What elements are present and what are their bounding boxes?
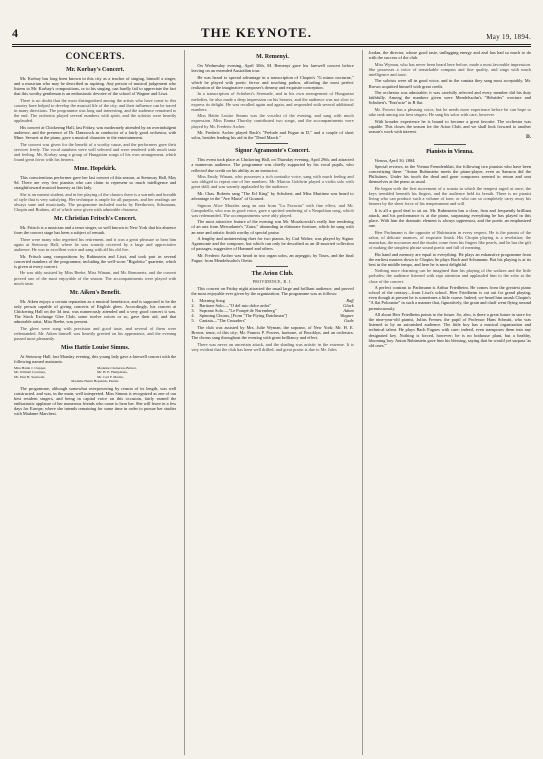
assistant-name: Mr. H. E. Humphries, [97, 370, 128, 375]
article-paragraph: The most attractive feature of the evening was Mr. Moszkowski's really fine rendering of an aria from Mercadante's "Zaira," abounding in elaborate fioriture, which he sang with an ease and artistic finish worthy of special praise. [191, 219, 354, 235]
article-paragraph: Mr. Frederic Archer played Bach's "Prelude and Fugue in D," and a couple of short solos, besides lending his aid in the "Dead March." [191, 130, 354, 141]
article-paragraph: Miss Hattie Louise Simms was the vocalist of the evening, and sang with much expression. Miss Emma Thursby contributed two songs, and the accompaniments were played by Mr. Frederic Archer. [191, 113, 354, 129]
assistant-name: Mr. William Courtney, [14, 370, 46, 375]
article-columns [14, 50, 531, 755]
article-paragraph: It is all a good deal to sit on. Mr. Rubinstein has a clear, firm and frequently brilliant attack, and his performance is at the piano, surpassing everything he has played in this place. With him the dramatic element is always uppermost, and the poetic an emphasized one. [368, 207, 531, 229]
author-signature: D. [526, 135, 531, 141]
article-heading-remenyi: M. Remenyi. [256, 54, 289, 60]
article-paragraph: Nothing more charming can be imagined than his playing of the waltzes and the little preludes; the audience listened with rapt attention and applauded him to the echo at the close of the concert. [368, 268, 531, 284]
article-heading-hopekirk: Mme. Hopekirk. [73, 166, 117, 172]
article-paragraph: She is an earnest student, and in her playing of the classics there is a warmth and breadth of style that is very satisfying. Her technique is ample for all purposes, and her readings are always sane and musicianly. The programme included works by Beethoven, Schumann, Chopin and Brahms, all of which were given with admirable clearness. [14, 191, 177, 213]
article-paragraph: Mr. Frederic Archer was heard in two organ solos, an arpeggio, by Tours, and the final Fugue, from Mendelssohn's Otetto. [191, 252, 354, 263]
article-paragraph: Signora Alice Morales sang an aria from "La Favorita" with fine effect, and Mr. Campobello, who was in good voice, gave a spirited rendering of a Neapolitan song, which was redemanded. The accompaniments were ably played. [191, 202, 354, 218]
article-paragraph: A perfect contrast to Pachmann is Arthur Friedheim. He comes from the greatest piano school of the century—from Liszt's school. Herr Friedheim is cut out for grand playing, even though at present he is sometimes a little coarse. Indeed, we heard him smash Chopin's "A flat Polonaise" in such a manner that, figuratively, the grain and chaff went flying around promiscuously. [368, 285, 531, 311]
assistant-name: Mr. Carl F. Martin, [97, 374, 124, 379]
article-heading-arion: The Arion Club. [251, 271, 294, 278]
article-paragraph: Miss Wyman, who has never been heard here before, made a most favorable impression. She possesses a voice of remarkable compass and fine quality, and sings with much intelligence and taste. [368, 61, 531, 77]
dateline: Vienna, April 30, 1884. [374, 157, 416, 163]
article-paragraph: He was ably assisted by Miss Beebe, Miss Winant, and Mr. Remmertz, and the concert proved one of the most enjoyable of the season. The accompaniments were played with much taste. [14, 270, 177, 286]
article-paragraph: A lengthy and uninteresting duet for two pianos, by Carl Walter, was played by Signor Agramonte and the composer, but which can only be described as an ill-assorted collection of passages, suggestive of Hummel and others. [191, 236, 354, 252]
article-paragraph: On Wednesday evening, April 30th, M. Remenyi gave his farewell concert before leaving on an extended Australian tour. [191, 63, 354, 74]
assistants-list [14, 366, 176, 384]
article-paragraph: His concert at Chickering Hall, last Friday, was moderately attended by an overindulgent audience, and the presence of Dr. Damrosch as conductor of a fairly good orchestra, with Mme. Sevaret at the piano, gave a musical character to the entertainment. [14, 124, 177, 141]
programme-item: 4. Spinning Chorus, [From "The Flying Dutchman"] Wagner [191, 313, 354, 319]
newspaper-title: THE KEYNOTE. [201, 25, 312, 40]
article-paragraph: He was heard to special advantage in a transcription of Chopin's "G minor nocturne," which he played with poetic fervor and touching pathos, affording the most perfect realization of the imaginative composer's dreamy and exquisite conception. [191, 74, 354, 90]
article-paragraph: With broader experience he is bound to become a great favorite. The orchestra was capable. This closes the season for the Arion Club, and we shall look forward to another season's work with interest. [368, 118, 531, 134]
article-paragraph: Miss Emily Winant, who possesses a rich contralto voice, sang with much feeling and was obliged to repeat one of her numbers. Mr. Marcus Goldwin played a violin solo with great skill, and was warmly applauded by the audience. [191, 174, 354, 190]
article-heading-agramonte: Signor Agramonte's Concert. [235, 148, 310, 155]
article-heading-simms: Miss Hattie Louise Simms. [60, 344, 130, 351]
article-paragraph: There were many who regretted his retirement, and it was a great pleasure to hear him again at Steinway Hall, where he was warmly received by a large and appreciative audience. He was in excellent voice and sang with all his old fire. [14, 236, 177, 253]
article-subheading: PROVIDENCE, R. I. [252, 280, 293, 285]
assistant-name: Mr. Paul H. Steelwell, [14, 374, 46, 379]
article-heading-vienna: Pianists in Vienna. [426, 148, 474, 155]
programme-item: 5. Cantata—"The Crusaders" Gade [191, 318, 354, 324]
column-left [14, 50, 176, 755]
article-paragraph: There is no doubt that the most distinguished among the artists who have come to this country have helped to develop the musical life of the city, and their influence can be traced in many directions. The programme was long and interesting, and the audience remained to the end. The orchestra played several numbers with spirit, and the soloists were heartily applauded. [14, 97, 177, 124]
article-paragraph: This event took place at Chickering Hall, on Thursday evening, April 29th, and attracted a numerous audience. The programme was chiefly supported by his vocal pupils, who reflected due credit on his ability as an instructor. [191, 157, 354, 173]
article-paragraph: Mr. Fritsch is a musician and a tenor singer, so well known to New York that his absence from the concert stage has been a subject of remark. [14, 225, 177, 236]
masthead-rule-bottom [12, 46, 531, 47]
page-number: 4 [12, 26, 18, 40]
article-paragraph: The club was assisted by Mrs. Julie Wyman, the soprano, of New York; Mr. H. E. Brown, tenor, of this city; Mr. Francis P. Powers, baritone, of Brooklyn, and an orchestra. The chorus sang throughout the evening with great brilliancy and effect. [191, 325, 354, 341]
article-paragraph: This conscientious performer gave her last concert of this season, at Steinway Hall, May 9d. There are very few pianists who can claim to represent so much intelligence and straightforward musical honesty as this lady. [14, 175, 177, 191]
article-paragraph: His hand and memory are equal to everything. He plays an exhaustive programme from the earliest masters down to Chopin; he plays Bach and Schumann. But his playing is at its best in the middle tempo, and here he is most delightful. [368, 251, 531, 267]
article-heading-korbay: Mr. Korbay's Concert. [66, 67, 125, 73]
article-paragraph: This concert on Friday night attracted the usual large and brilliant audience, and proved the most enjoyable ever given by the organization. The programme was as follows: [191, 286, 354, 297]
section-title: CONCERTS. [65, 52, 125, 62]
issue-date: May 19, 1894. [486, 33, 531, 41]
column-middle [184, 50, 353, 755]
assistant-name: Miss Hattie J. Clapper, [14, 365, 47, 370]
programme-item: 2. Baritone Solo.—"O del mio dolce ardor" Gluck [191, 302, 354, 308]
article-paragraph: All about Herr Friedheim points to the future. So, also, is there a great future in store for the nine-year-old pianist, Julius Fremer, the pupil of Professor Hans Schmitt, who was listened to by an astonished audience. The little boy has a musical organization and technical talent. He plays Bach Fugues with care; indeed, even transposes them into any designated key. Nothing is forced, however; he is no hothouse plant, but a healthy, blooming boy. Anton Rubinstein gave him his blessing, saying that he would yet surpass 'as old ones.'" [368, 312, 531, 348]
article-separator [256, 143, 288, 144]
article-paragraph: There was never an uncertain attack, and the shading was artistic in the extreme. It is very evident that the club has been well drilled, and great praise is due to Mr. Jules [191, 342, 354, 353]
article-paragraph: Mr. Aiken enjoys a certain reputation as a musical benefactor, and is supposed to be the only person capable of giving concerts of English glees. Accordingly, his concert at Chickering Hall on the 3d inst. was numerously attended and a very good concert it was. The Stock Exchange Glee Club, some twelve voices or so, gave their aid, and that admirable artist, Miss Beebe, was present. [14, 298, 177, 325]
article-paragraph: He began with the first movement of a sonata in which the tempest raged at once; the keys trembled beneath his fingers, and the audience held its breath. There is no pianist living who can produce such a volume of tone, or who can so completely carry away his hearers by the sheer force of his temperament and will. [368, 185, 531, 207]
article-paragraph: Herr Pachmann is the opposite of Rubinstein in every respect. He is the pianist of the salon, of delicate nuances, of exquisite finish. His Chopin playing is a revelation; the mazurkas, the nocturnes and the etudes come from his fingers like pearls, and he has the gift of making the simplest phrase sound poetic and full of meaning. [368, 229, 531, 250]
article-paragraph: In a transcription of Schubert's Serenade, and in his own arrangement of Hungarian melodies, he also made a deep impression on his hearers, and the audience was not slow to express its delight. He was recalled again and again, and responded with several additional numbers. [191, 91, 354, 112]
article-separator [256, 266, 288, 267]
masthead [12, 27, 531, 41]
article-paragraph: The orchestra was admirable; it was carefully selected and every member did his duty faithfully. Among the numbers given were Mendelssohn's "Hebrides" overture and Schubert's "Entr'acte" in B flat. [368, 90, 531, 106]
article-paragraph: The concert was given for the benefit of a worthy cause, and the performers gave their services freely. The vocal numbers were well selected and were rendered with much taste and feeling. Mr. Korbay sang a group of Hungarian songs of his own arrangement, which found great favor with his hearers. [14, 141, 177, 162]
masthead-rule-top [12, 44, 531, 45]
article-paragraph: The soloists were all in good voice, and in the cantata they sang most acceptably. Mr. Brown acquitted himself with great credit. [368, 78, 531, 89]
assistant-name: Madame Chatterton-Bohrer, [97, 365, 137, 370]
article-paragraph: At Steinway Hall, last Monday evening, this young lady gave a farewell concert with the following named assistants: [14, 353, 177, 365]
article-separator [434, 144, 466, 145]
column-right [362, 50, 531, 755]
article-paragraph: Mr. Korbay has long been known in this city as a teacher of singing, himself a singer, and a musician who may be described as aspiring. Any person of musical judgement who listens to Mr. Korbay's compositions, or to his singing, can hardly fail to appreciate the fact that this worthy gentleman is an enthusiastic devotee of the school of Wagner and Liszt. [14, 76, 177, 97]
article-paragraph: Mr. Fritsch sang compositions by Rubinstein and Liszt, and took part in several concerted numbers of the programme, including the well-worn "Rigoletto" quartette, which is given at every concert. [14, 253, 177, 269]
article-paragraph: Jordan, the director, whose good taste, unflagging energy and zeal has had so much to do with the success of the club. [368, 50, 531, 61]
concert-programme [191, 298, 353, 323]
article-paragraph: Mr. Chas. Roberts sang "The Erl King" by Schubert, and Miss Martinez was heard to advantage in the "Ave Maria" of Gounod. [191, 190, 354, 201]
article-paragraph: Mr. Powers has a pleasing voice, but he needs more experience before he can hope to take rank among our best singers. He sang his solos with care, however. [368, 106, 531, 118]
programme-item: 3. Soprano Solo.—"Le Pourpé de Nuremberg" Adam [191, 307, 354, 313]
article-paragraph: Special reviews, in the Vienna Fremdenblatt, the following two pianists who have been concertizing there: "Anton Rubinstein meets the piano-player, even as Samson did the Philistines. Under his touch the dead and gone composers seemed to return and seat themselves at the piano as usual. [368, 164, 531, 185]
article-paragraph: The glees were sung with precision and good taste, and several of them were redemanded. Mr. Aiken himself was heartily greeted on his appearance, and the evening passed most pleasantly. [14, 325, 177, 341]
article-paragraph: The programme, although somewhat overpowering by reason of its length, was well constructed, and was, in the main, well interpreted. Miss Simms is recognized as one of our best resident singers, and being in capital voice on this occasion, fairly earned the enthusiastic applause of her numerous friends who came to hear her. She will leave in a few days for Europe, where she intends remaining for some time in order to pursue her studies with Madame Marchesi. [14, 386, 177, 417]
article-heading-aiken: Mr. Aiken's Benefit. [69, 289, 121, 296]
programme-item: 1. Morning Song Raff [191, 297, 354, 303]
assistant-name: Madame Helen Hopekirk, Pianist. [71, 379, 120, 384]
article-heading-fritsch: Mr. Christian Fritsch's Concert. [53, 216, 137, 223]
